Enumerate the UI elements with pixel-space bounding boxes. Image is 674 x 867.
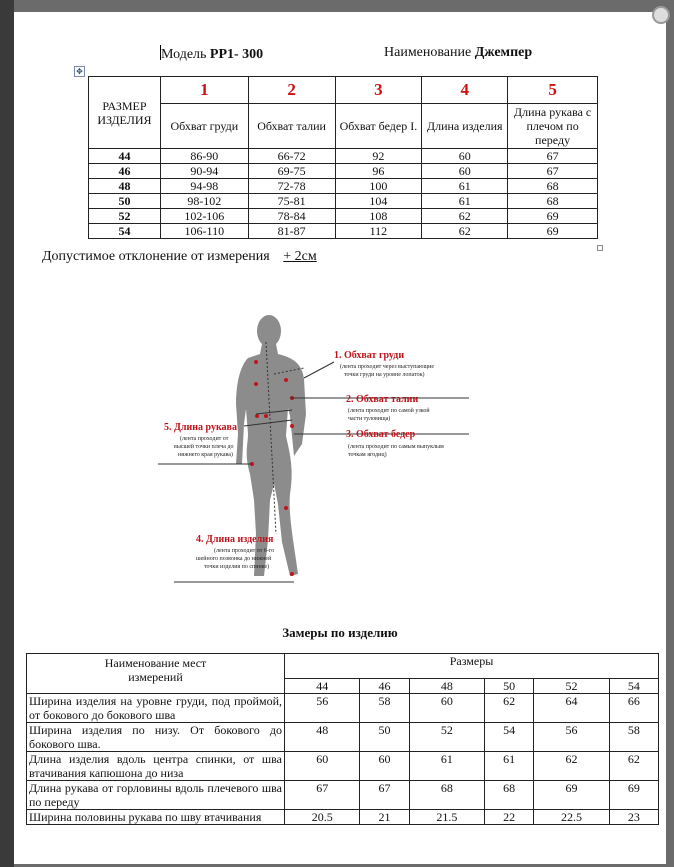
row-label: Ширина половины рукава по шву втачивания [27,810,285,825]
body-silhouette-diagram [144,304,474,594]
measure-point [284,378,288,382]
table-cell: 67 [508,149,598,164]
table-cell: 67 [360,781,409,810]
table-cell: 68 [508,179,598,194]
table-cell: 96 [335,164,422,179]
table-cell: 100 [335,179,422,194]
table-cell: 69 [508,224,598,239]
table-row [27,810,659,825]
table-cell: 60 [409,694,484,723]
column-header: Обхват бедер I. [335,104,422,149]
size-cell: 52 [89,209,161,224]
table-cell: 78-84 [248,209,335,224]
table-cell: 60 [285,752,360,781]
label-hips-note: точкам ягодиц) [348,452,387,458]
table-cell: 69 [609,781,658,810]
table-cell: 72-78 [248,179,335,194]
table-cell: 69 [508,209,598,224]
table-cell: 67 [285,781,360,810]
label-hips-note: (лента проходит по самым выпуклым [348,444,444,450]
label-length-title: 4. Длина изделия [196,534,274,545]
table-cell: 56 [534,723,609,752]
label-chest-note: точки груди на уровне лопаток) [344,372,425,378]
table-cell: 58 [360,694,409,723]
table-cell: 62 [422,209,508,224]
table-cell: 69-75 [248,164,335,179]
table-row [89,209,598,224]
table-resize-handle[interactable] [597,245,603,251]
row-label: Ширина изделия на уровне груди, под проймой, от бокового до бокового шва [27,694,285,723]
table-cell: 62 [534,752,609,781]
model-field [160,45,263,63]
table-cell: 62 [422,224,508,239]
model-value: РР1- 300 [209,47,264,62]
table-row [89,224,598,239]
label-sleeve-title: 5. Длина рукава [164,422,237,433]
window-edge [0,0,14,867]
name-header: Наименование мест измерений [27,654,285,694]
size-cell: 44 [89,149,161,164]
column-number: 3 [335,77,422,104]
table-cell: 62 [485,694,534,723]
name-label: Наименование [384,45,475,60]
table-cell: 22 [485,810,534,825]
table-cell: 60 [422,164,508,179]
column-header: Длина изделия [422,104,508,149]
label-waist-note: (лента проходит по самой узкой [348,408,430,414]
table-cell: 61 [409,752,484,781]
tolerance-note [42,249,317,265]
table-cell: 61 [422,194,508,209]
size-cell: 54 [89,224,161,239]
table-cell: 52 [409,723,484,752]
measure-point [255,414,259,418]
table-cell: 92 [335,149,422,164]
name-field [384,45,532,61]
measurements-table [26,653,659,825]
table-cell: 90-94 [160,164,248,179]
measure-point [264,414,268,418]
table-cell: 50 [360,723,409,752]
table-cell: 66 [609,694,658,723]
table-cell: 58 [609,723,658,752]
table-cell: 68 [485,781,534,810]
label-waist-title: 2. Обхват талии [346,394,419,405]
label-hips-title: 3. Обхват бедер [346,429,416,440]
table-cell: 81-87 [248,224,335,239]
table-cell: 62 [609,752,658,781]
tolerance-value: + 2см [283,249,317,264]
column-header: Длина рукава с плечом по переду [508,104,598,149]
table-row [89,164,598,179]
size-header: РАЗМЕР ИЗДЕЛИЯ [89,77,161,149]
size-header-cell: 44 [285,679,360,694]
table-cell: 60 [422,149,508,164]
table-row [27,723,659,752]
table-cell: 69 [534,781,609,810]
table-cell: 60 [360,752,409,781]
size-header-cell: 46 [360,679,409,694]
table-row [27,752,659,781]
row-label: Ширина изделия по низу. От бокового до бокового шва. [27,723,285,752]
resize-corner-icon[interactable] [652,6,670,24]
column-header: Обхват талии [248,104,335,149]
table-cell: 48 [285,723,360,752]
table-row [89,179,598,194]
table-cell: 56 [285,694,360,723]
measurement-figure [144,304,474,594]
size-cell: 50 [89,194,161,209]
table-cell: 67 [508,164,598,179]
table-cell: 68 [409,781,484,810]
size-header-cell: 48 [409,679,484,694]
measure-point [284,506,288,510]
label-sleeve-note: (лента проходит от [180,436,229,442]
column-header: Обхват груди [160,104,248,149]
size-table [88,76,598,239]
sizes-header: Размеры [285,654,659,679]
table-cell: 21.5 [409,810,484,825]
table-cell: 112 [335,224,422,239]
label-sleeve-note: нижнего края рукава) [178,452,233,458]
table-row [27,694,659,723]
column-number: 2 [248,77,335,104]
measure-point [254,382,258,386]
table-cell: 64 [534,694,609,723]
row-label: Длина рукава от горловины вдоль плечевого шва по переду [27,781,285,810]
label-waist-note: части туловища) [348,416,391,422]
label-chest-note: (лента проходит через выступающие [340,364,434,370]
table-cell: 94-98 [160,179,248,194]
table-cell: 61 [422,179,508,194]
table-cell: 106-110 [160,224,248,239]
table-cell: 54 [485,723,534,752]
label-sleeve-note: высшей точки плеча до [174,444,234,450]
table-cell: 108 [335,209,422,224]
table-cell: 66-72 [248,149,335,164]
table-cell: 75-81 [248,194,335,209]
label-length-note: точки изделия по спинке) [204,564,270,570]
measure-point [254,360,258,364]
size-header-cell: 50 [485,679,534,694]
section-title: Замеры по изделию [282,625,398,640]
table-row [89,149,598,164]
document-page [14,12,666,864]
label-chest-title: 1. Обхват груди [334,350,405,361]
table-cell: 86-90 [160,149,248,164]
table-cell: 68 [508,194,598,209]
table-row [89,194,598,209]
table-cell: 61 [485,752,534,781]
size-cell: 46 [89,164,161,179]
table-row [27,781,659,810]
column-number: 5 [508,77,598,104]
tolerance-text: Допустимое отклонение от измерения [42,249,270,264]
measure-point [290,424,294,428]
model-label: Модель [161,47,210,62]
table-cell: 104 [335,194,422,209]
table-cell: 98-102 [160,194,248,209]
guide-lines [158,342,469,582]
label-length-note: шейного позвонка до нижней [196,556,272,562]
measure-point [290,572,294,576]
table-cell: 21 [360,810,409,825]
size-header-cell: 54 [609,679,658,694]
column-number: 4 [422,77,508,104]
table-cell: 102-106 [160,209,248,224]
label-length-note: (лента проходит от 6-го [214,548,275,554]
table-cell: 22.5 [534,810,609,825]
column-number: 1 [160,77,248,104]
row-label: Длина изделия вдоль центра спинки, от шва втачивания капюшона до низа [27,752,285,781]
size-cell: 48 [89,179,161,194]
table-cell: 23 [609,810,658,825]
move-anchor-icon[interactable]: ✥ [74,66,85,77]
table-cell: 20.5 [285,810,360,825]
name-value: Джемпер [474,45,533,60]
size-header-cell: 52 [534,679,609,694]
